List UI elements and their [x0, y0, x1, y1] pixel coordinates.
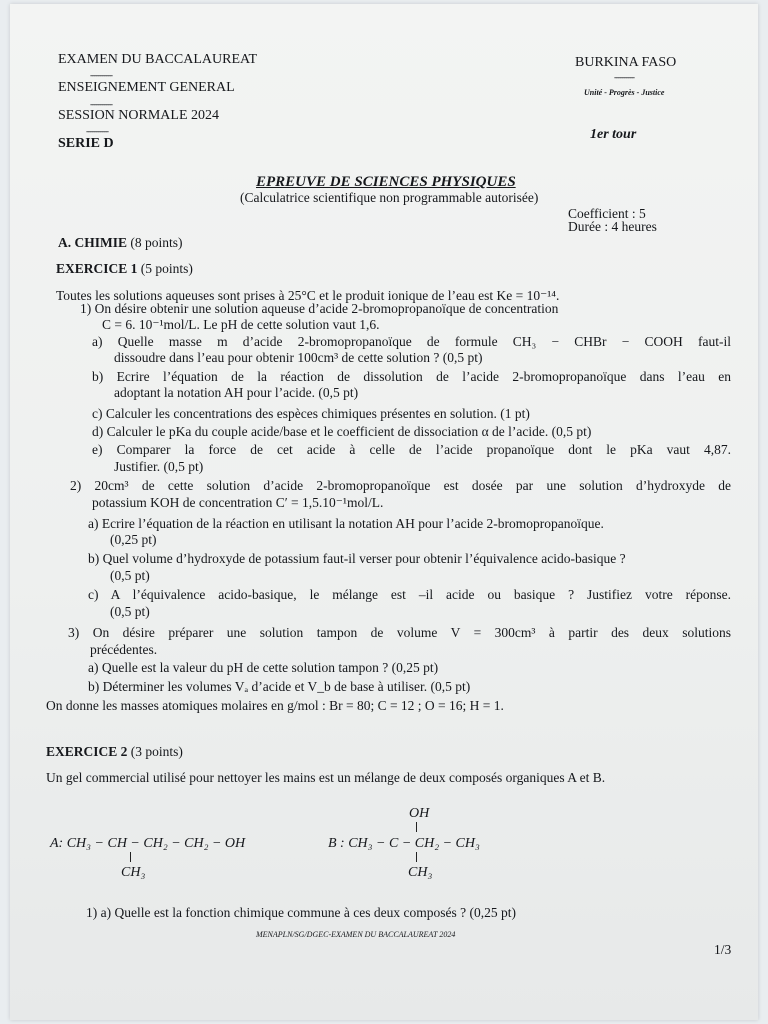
separator: ----------- [90, 99, 112, 109]
question-text: a) Quelle est la valeur du pH de cette solution tampon ? (0,25 pt) [88, 660, 439, 675]
question-text: b) Déterminer les volumes Vₐ d’acide et V_b de base à utiliser. (0,5 pt) [88, 679, 471, 694]
question-text: (0,5 pt) [110, 568, 150, 583]
separator: ----------- [90, 70, 112, 80]
exercise-intro: Toutes les solutions aqueuses sont prises à 25°C et le produit ionique de l’eau est Ke = 10⁻¹⁴. [56, 288, 560, 303]
exam-subtitle: (Calculatrice scientifique non programmable autorisée) [240, 190, 539, 205]
exam-subject-title: EPREUVE DE SCIENCES PHYSIQUES [256, 174, 516, 190]
coefficient: Coefficient : 5 [568, 206, 646, 221]
question-text: adoptant la notation AH pour l’acide. (0,5 pt) [114, 385, 359, 400]
question-text: (0,25 pt) [110, 532, 157, 547]
exercise-heading: EXERCICE 2 (3 points) [46, 744, 183, 759]
formula-main-chain: A: CH₃ − CH − CH₂ − CH₂ − OH [50, 836, 246, 851]
question-text: b) Ecrire l’équation de la réaction de dissolution de l’acide 2-bromopropanoïque dans l’eau en [92, 369, 731, 384]
question-text: 1) a) Quelle est la fonction chimique commune à ces deux composés ? (0,25 pt) [86, 905, 516, 920]
section-heading: A. CHIMIE (8 points) [58, 235, 183, 250]
exam-title: EXAMEN DU BACCALAUREAT [58, 52, 258, 67]
question-text: 1) On désire obtenir une solution aqueuse d’acide 2-bromopropanoïque de concentration [80, 301, 559, 316]
page-number: 1/3 [714, 942, 732, 957]
question-text: c) Calculer les concentrations des espèces chimiques présentes en solution. (1 pt) [92, 406, 530, 421]
bond-line [130, 852, 131, 862]
question-text: précédentes. [90, 642, 158, 657]
question-text: b) Quel volume d’hydroxyde de potassium faut-il verser pour obtenir l’équivalence acido-basique ? [88, 551, 626, 566]
separator: ---------- [614, 72, 634, 82]
question-text: a) Quelle masse m d’acide 2-bromopropanoïque de formule CH₃ − CHBr − COOH faut-il [92, 334, 731, 349]
question-text: Justifier. (0,5 pt) [114, 459, 204, 474]
formula-substituent: CH₃ [408, 865, 433, 880]
track-title: ENSEIGNEMENT GENERAL [58, 80, 235, 95]
separator: ----------- [86, 126, 108, 136]
question-text: C = 6. 10⁻¹mol/L. Le pH de cette solution vaut 1,6. [102, 317, 380, 332]
question-text: a) Ecrire l’équation de la réaction en utilisant la notation AH pour l’acide 2-bromopropanoïque. [88, 516, 604, 531]
country-name: BURKINA FASO [575, 55, 677, 70]
bond-line [416, 822, 417, 832]
session-title: SESSION NORMALE 2024 [58, 108, 220, 123]
question-text: potassium KOH de concentration C′ = 1,5.10⁻¹mol/L. [92, 495, 384, 510]
formula-substituent: OH [409, 806, 430, 821]
bond-line [416, 852, 417, 862]
national-motto: Unité - Progrès - Justice [584, 88, 665, 97]
question-text: d) Calculer le pKa du couple acide/base et le coefficient de dissociation α de l’acide. (0,5 pt) [92, 424, 592, 439]
question-text: (0,5 pt) [110, 604, 150, 619]
round-label: 1er tour [590, 127, 637, 142]
series-title: SERIE D [58, 136, 114, 151]
footer-reference: MENAPLN/SG/DGEC-EXAMEN DU BACCALAUREAT 2024 [256, 930, 456, 939]
question-text: 2) 20cm³ de cette solution d’acide 2-bromopropanoïque est dosée par une solution d’hydroxyde de [70, 478, 731, 493]
question-text: 3) On désire préparer une solution tampon de volume V = 300cm³ à partir des deux solutions [68, 625, 731, 640]
exam-page [10, 4, 758, 1020]
duration: Durée : 4 heures [568, 219, 657, 234]
question-text: e) Comparer la force de cet acide à celle de l’acide propanoïque dont le pKa vaut 4,87. [92, 442, 731, 457]
exercise-heading: EXERCICE 1 (5 points) [56, 261, 193, 276]
formula-main-chain: B : CH₃ − C − CH₂ − CH₃ [328, 836, 480, 851]
formula-substituent: CH₃ [121, 865, 146, 880]
question-text: dissoudre dans l’eau pour obtenir 100cm³ de cette solution ? (0,5 pt) [114, 350, 483, 365]
exercise-intro: Un gel commercial utilisé pour nettoyer les mains est un mélange de deux composés organiques A et B. [46, 770, 606, 785]
given-data: On donne les masses atomiques molaires en g/mol : Br = 80; C = 12 ; O = 16; H = 1. [46, 698, 504, 713]
question-text: c) A l’équivalence acido-basique, le mélange est –il acide ou basique ? Justifiez votre réponse. [88, 587, 731, 602]
